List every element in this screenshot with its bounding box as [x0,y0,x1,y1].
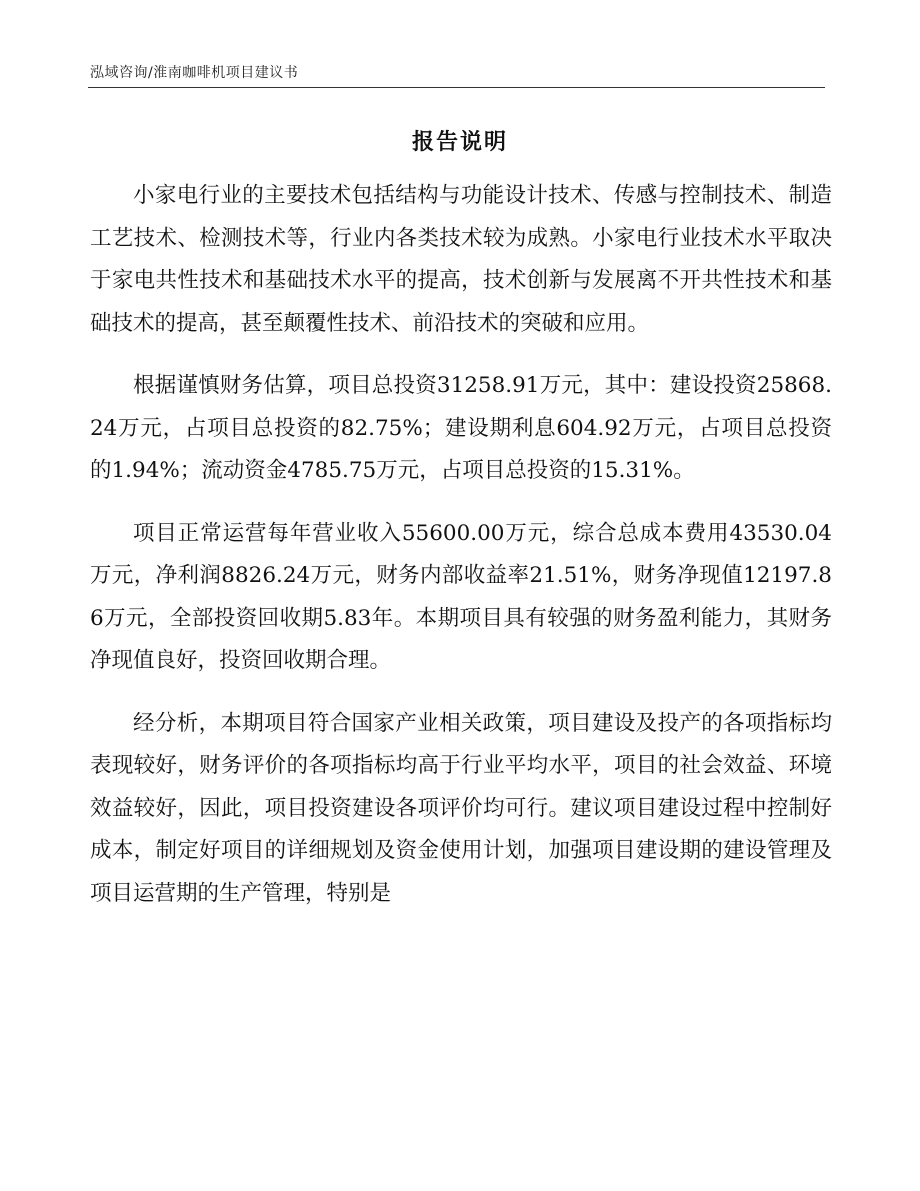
paragraph-industry-technology: 小家电行业的主要技术包括结构与功能设计技术、传感与控制技术、制造工艺技术、检测技术等，行业内各类技术较为成熟。小家电行业技术水平取决于家电共性技术和基础技术水平的提高，技术创新与发展离不开共性技术和基础技术的提高，甚至颠覆性技术、前沿技术的突破和应用。 [90,183,832,336]
document-body [90,175,832,935]
page-header-breadcrumb: 泓域咨询/淮南咖啡机项目建议书 [90,65,299,81]
paragraph-financial-returns: 项目正常运营每年营业收入55600.00万元，综合总成本费用43530.04万元，净利润8826.24万元，财务内部收益率21.51%，财务净现值12197.86万元，全部投资回收期5.83年。本期项目具有较强的财务盈利能力，其财务净现值良好，投资回收期合理。 [90,520,832,673]
header-divider [88,87,825,88]
paragraph-investment-estimate: 根据谨慎财务估算，项目总投资31258.91万元，其中：建设投资25868.24万元，占项目总投资的82.75%；建设期利息604.92万元，占项目总投资的1.94%；流动资金4785.75万元，占项目总投资的15.31%。 [90,373,832,483]
document-title: 报告说明 [411,129,508,155]
paragraph-analysis-conclusion: 经分析，本期项目符合国家产业相关政策，项目建设及投产的各项指标均表现较好，财务评价的各项指标均高于行业平均水平，项目的社会效益、环境效益较好，因此，项目投资建设各项评价均可行。建议项目建设过程中控制好成本，制定好项目的详细规划及资金使用计划，加强项目建设期的建设管理及项目运营期的生产管理，特别是 [90,710,832,906]
